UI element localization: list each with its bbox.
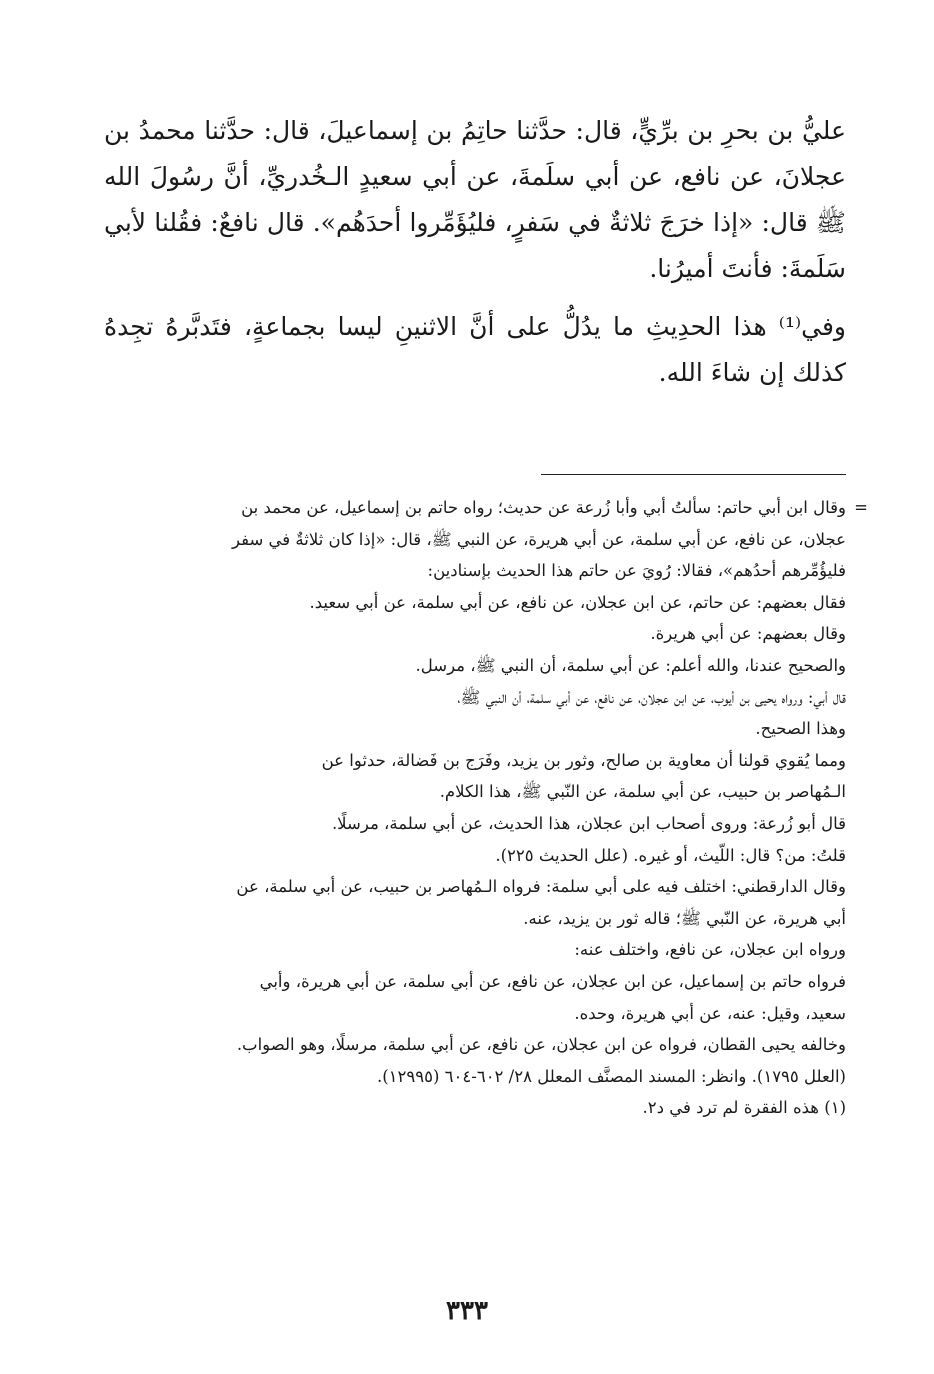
footnotes [104,492,868,1124]
footnote-line: أبي هريرة، عن النّبي ﷺ؛ قاله ثور بن يزيد، عنه. [523,908,846,928]
paragraph-commentary: وفي⁽¹⁾ هذا الحدِيثِ ما يدُلُّ على أنَّ الاثنينِ ليسا بجماعةٍ، فتَدبَّرهُ تجِدهُ كذلك إن شاءَ الله. [104,312,846,387]
footnote-line: فليؤُمِّرهم أحدُهم»، فقالا: رُويَ عن حاتم هذا الحديث بإسنادين: [427,561,846,581]
footnote-line: وقال بعضهم: عن أبي هريرة. [650,624,846,644]
footnote-line: سعيد، وقيل: عنه، عن أبي هريرة، وحده. [574,1003,846,1023]
continuation-mark: = [854,498,868,517]
footnote-line: عجلان، عن نافع، عن أبي سلمة، عن أبي هريرة، عن النبي ﷺ، قال: «إذا كان ثلاثةٌ في سفر [232,529,846,549]
footnote-line: الـمُهاصر بن حبيب، عن أبي سلمة، عن النّبي ﷺ، هذا الكلام. [439,782,846,802]
page-number: ٣٣٣ [446,1296,488,1326]
footnote-line: ومما يُقوي قولنا أن معاوية بن صالح، وثور بن يزيد، وفَرَج بن فَضالة، حدثوا عن [321,750,846,770]
footnote-line: والصحيح عندنا، والله أعلم: عن أبي سلمة، أن النبي ﷺ، مرسل. [415,655,846,675]
footnote-line: ورواه ابن عجلان، عن نافع، واختلف عنه: [574,940,846,960]
footnote-line: فرواه حاتم بن إسماعيل، عن ابن عجلان، عن نافع، عن أبي سلمة، عن أبي هريرة، وأبي [259,971,846,991]
footnote-separator-area [104,474,846,475]
paragraph-hadith: عليُّ بن بحرِ بن برِّيٍّ، قال: حدَّثنا حاتِمُ بن إسماعيلَ، قال: حدَّثنا محمدُ بن عجلانَ، عن نافع، عن أبي سلَمةَ، عن أبي سعيدٍ الـخُدريِّ، أنَّ رسُولَ الله ﷺ قال: «إذا خرَجَ ثلاثةٌ في سَفرٍ، فليُؤَمِّروا أحدَهُم». قال نافعٌ: فقُلنا لأبي سَلَمةَ: فأنتَ أميرُنا. [104,116,846,283]
footnote-separator [541,474,846,475]
footnote-line: وهذا الصحيح. [755,719,846,739]
footnote-line: وخالفه يحيى القطان، فرواه عن ابن عجلان، عن نافع، عن أبي سلمة، مرسلًا، وهو الصواب. [236,1035,846,1055]
footnote-line: قال أبي: ورواه يحيى بن أيوب، عن ابن عجلان، عن نافع، عن أبي سلمة، أن النبي ﷺ، [457,687,846,707]
footnote-one: (١) هذه الفقرة لم ترد في د٢. [642,1098,846,1118]
footnote-line: فقال بعضهم: عن حاتم، عن ابن عجلان، عن نافع، عن أبي سلمة، عن أبي سعيد. [309,592,846,612]
footnote-line: وقال الدارقطني: اختلف فيه على أبي سلمة: فرواه الـمُهاصر بن حبيب، عن أبي سلمة، عن [236,877,846,897]
main-text-block [104,108,846,396]
footnote-line: (العلل ١٧٩٥). وانظر: المسند المصنَّف المعلل ٢٨/ ٦٠٢-٦٠٤ (١٢٩٩٥). [376,1066,846,1086]
footnote-line: قال أبو زُرعة: وروى أصحاب ابن عجلان، هذا الحديث، عن أبي سلمة، مرسلًا. [331,813,846,833]
footnote-line: قلتُ: من؟ قال: اللّيث، أو غيره. (علل الحديث ٢٢٥). [495,845,846,865]
footnote-line [104,492,868,524]
main-text [104,108,846,396]
footnote-line-text: وقال ابن أبي حاتم: سألتُ أبي وأبا زُرعة عن حديث؛ رواه حاتم بن إسماعيل، عن محمد بن [241,498,846,517]
